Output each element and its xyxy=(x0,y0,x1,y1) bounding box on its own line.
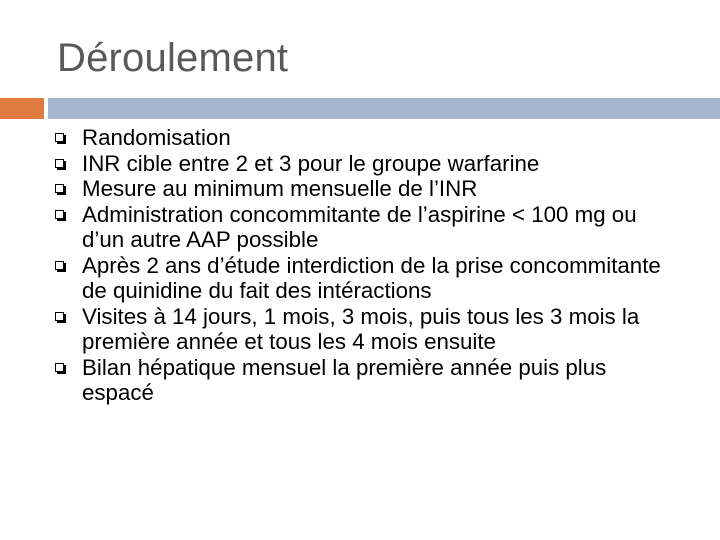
bullet-text: Après 2 ans d’étude interdiction de la prise concommitante de quinidine du fait des intéractions xyxy=(82,252,661,303)
square-bullet-icon xyxy=(55,133,64,142)
square-bullet-icon xyxy=(55,312,64,321)
bullet-list xyxy=(0,125,720,406)
bullet-text: Bilan hépatique mensuel la première année puis plus espacé xyxy=(82,354,607,405)
list-item xyxy=(0,176,682,202)
list-item xyxy=(0,125,682,151)
bullet-text: INR cible entre 2 et 3 pour le groupe warfarine xyxy=(82,150,540,176)
title-rule-bar xyxy=(48,98,720,119)
list-item xyxy=(0,355,682,406)
bullet-text: Mesure au minimum mensuelle de l’INR xyxy=(82,176,478,201)
square-bullet-icon xyxy=(55,363,64,372)
bullet-text: Administration concommitante de l’aspirine < 100 mg ou d’un autre AAP possible xyxy=(82,201,637,252)
square-bullet-icon xyxy=(55,210,64,219)
list-item xyxy=(0,202,682,253)
bullet-text: Randomisation xyxy=(82,125,231,150)
bullet-text: Visites à 14 jours, 1 mois, 3 mois, puis tous les 3 mois la première année et tous les 4 mois ensuite xyxy=(82,303,640,354)
list-item xyxy=(0,253,682,304)
square-bullet-icon xyxy=(55,159,64,168)
slide-title: Déroulement xyxy=(57,36,289,80)
square-bullet-icon xyxy=(55,261,64,270)
list-item xyxy=(0,151,682,177)
title-rule-accent xyxy=(0,98,44,119)
list-item xyxy=(0,304,682,355)
square-bullet-icon xyxy=(55,184,64,193)
